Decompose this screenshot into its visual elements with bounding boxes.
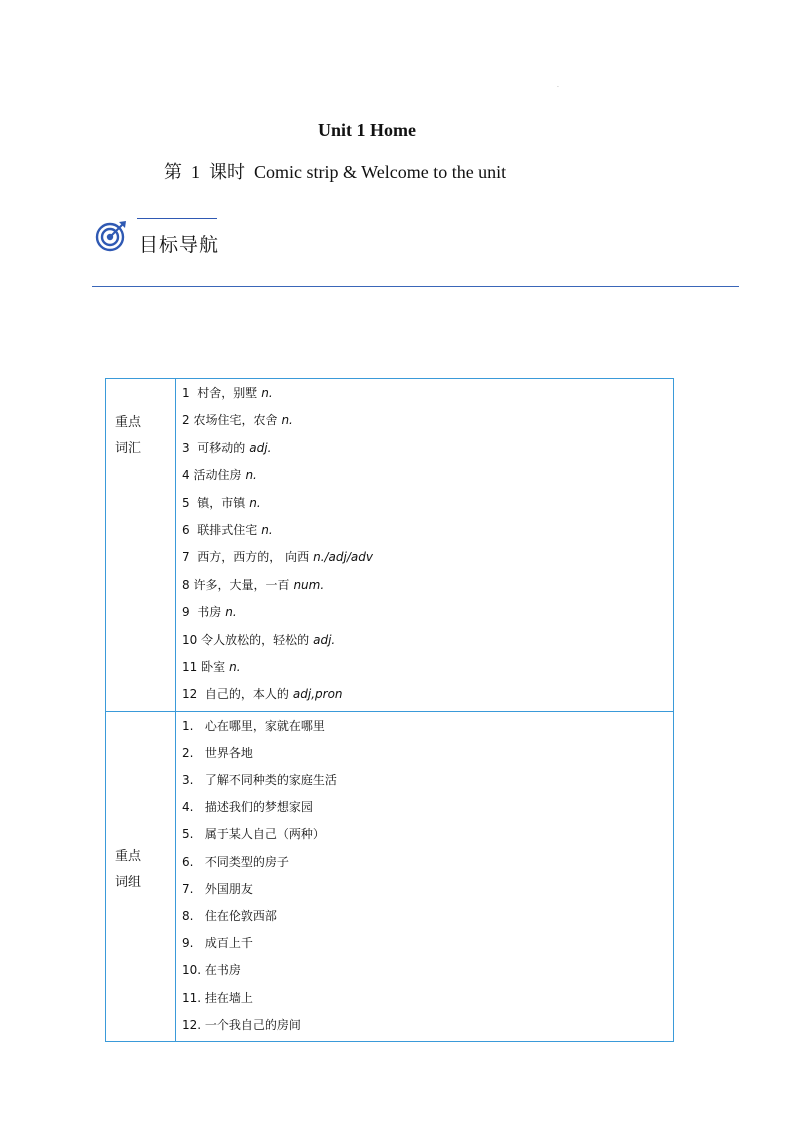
vocab-item-text: 9 书房 — [182, 605, 222, 620]
section-divider — [92, 286, 739, 287]
vocab-item-pos: num. — [293, 577, 325, 592]
phrase-item: 2. 世界各地 — [182, 745, 253, 760]
vocab-item-text: 3 可移动的 — [182, 440, 246, 455]
vocab-item-pos: n. — [261, 386, 273, 400]
phrase-item: 4. 描述我们的梦想家园 — [182, 800, 313, 815]
stray-mark: · — [557, 84, 559, 91]
vocab-item-pos: n. — [225, 605, 237, 620]
vocab-item-text: 2 农场住宅，农舍 — [182, 413, 278, 428]
vocab-row — [106, 379, 673, 711]
vocab-item-pos: n./adj/adv — [313, 550, 373, 565]
heading-top-line — [137, 218, 217, 219]
phrase-list — [176, 712, 673, 1041]
vocab-item — [182, 380, 673, 407]
vocab-item-text: 8 许多，大量，一百 — [182, 577, 290, 592]
section-heading — [95, 218, 395, 258]
vocab-item — [182, 435, 673, 462]
phrase-label-line2: 词组 — [115, 874, 142, 890]
vocab-item-pos: adj. — [313, 632, 336, 647]
lesson-subtitle: 第 1 课时 Comic strip & Welcome to the unit — [164, 162, 507, 182]
vocab-item-pos: adj,pron — [292, 687, 343, 702]
vocab-item-pos: n. — [245, 468, 257, 483]
phrase-item: 6. 不同类型的房子 — [182, 854, 289, 869]
vocab-item — [182, 654, 673, 681]
vocab-item — [182, 572, 673, 599]
vocab-item-pos: n. — [249, 495, 261, 510]
phrase-label — [106, 712, 176, 1041]
vocab-item — [182, 599, 673, 626]
phrase-item: 7. 外国朋友 — [182, 881, 253, 896]
vocab-table — [105, 378, 674, 1042]
vocab-item — [182, 490, 673, 517]
phrase-item: 3. 了解不同种类的家庭生活 — [182, 773, 337, 788]
vocab-item-text: 11 卧室 — [182, 659, 226, 674]
vocab-item-pos: n. — [261, 522, 273, 537]
vocab-item-text: 1 村舍，别墅 — [182, 386, 258, 400]
vocab-item — [182, 627, 673, 654]
vocab-item — [182, 517, 673, 544]
vocab-item-text: 10 令人放松的，轻松的 — [182, 632, 310, 647]
phrase-item: 8. 住在伦敦西部 — [182, 909, 277, 923]
vocab-label-line1: 重点 — [115, 415, 142, 430]
vocab-item-pos: n. — [281, 413, 293, 428]
section-title: 目标导航 — [139, 234, 220, 256]
vocab-item-text: 4 活动住房 — [182, 468, 242, 483]
vocab-list — [176, 379, 673, 711]
vocab-item-pos: n. — [229, 659, 241, 674]
target-icon — [95, 220, 127, 252]
phrase-row — [106, 711, 673, 1041]
phrase-item: 5. 属于某人自己（两种） — [182, 827, 325, 842]
phrase-item: 1. 心在哪里，家就在哪里 — [182, 718, 325, 733]
vocab-label — [106, 379, 176, 711]
vocab-item — [182, 407, 673, 434]
vocab-label-line2: 词汇 — [115, 441, 142, 456]
unit-title: Unit 1 Home — [318, 120, 416, 140]
vocab-item — [182, 681, 673, 708]
phrase-item: 12. 一个我自己的房间 — [182, 1017, 301, 1032]
vocab-item-text: 12 自己的，本人的 — [182, 687, 289, 702]
vocab-item-pos: adj. — [249, 440, 272, 455]
phrase-item: 9. 成百上千 — [182, 936, 253, 951]
phrase-item: 10. 在书房 — [182, 963, 241, 978]
vocab-item — [182, 544, 673, 571]
vocab-item-text: 5 镇，市镇 — [182, 495, 246, 510]
phrase-label-line1: 重点 — [115, 848, 142, 864]
phrase-item: 11. 挂在墙上 — [182, 990, 253, 1005]
vocab-item — [182, 462, 673, 489]
vocab-item-text: 7 西方，西方的， 向西 — [182, 550, 310, 565]
vocab-item-text: 6 联排式住宅 — [182, 522, 258, 537]
